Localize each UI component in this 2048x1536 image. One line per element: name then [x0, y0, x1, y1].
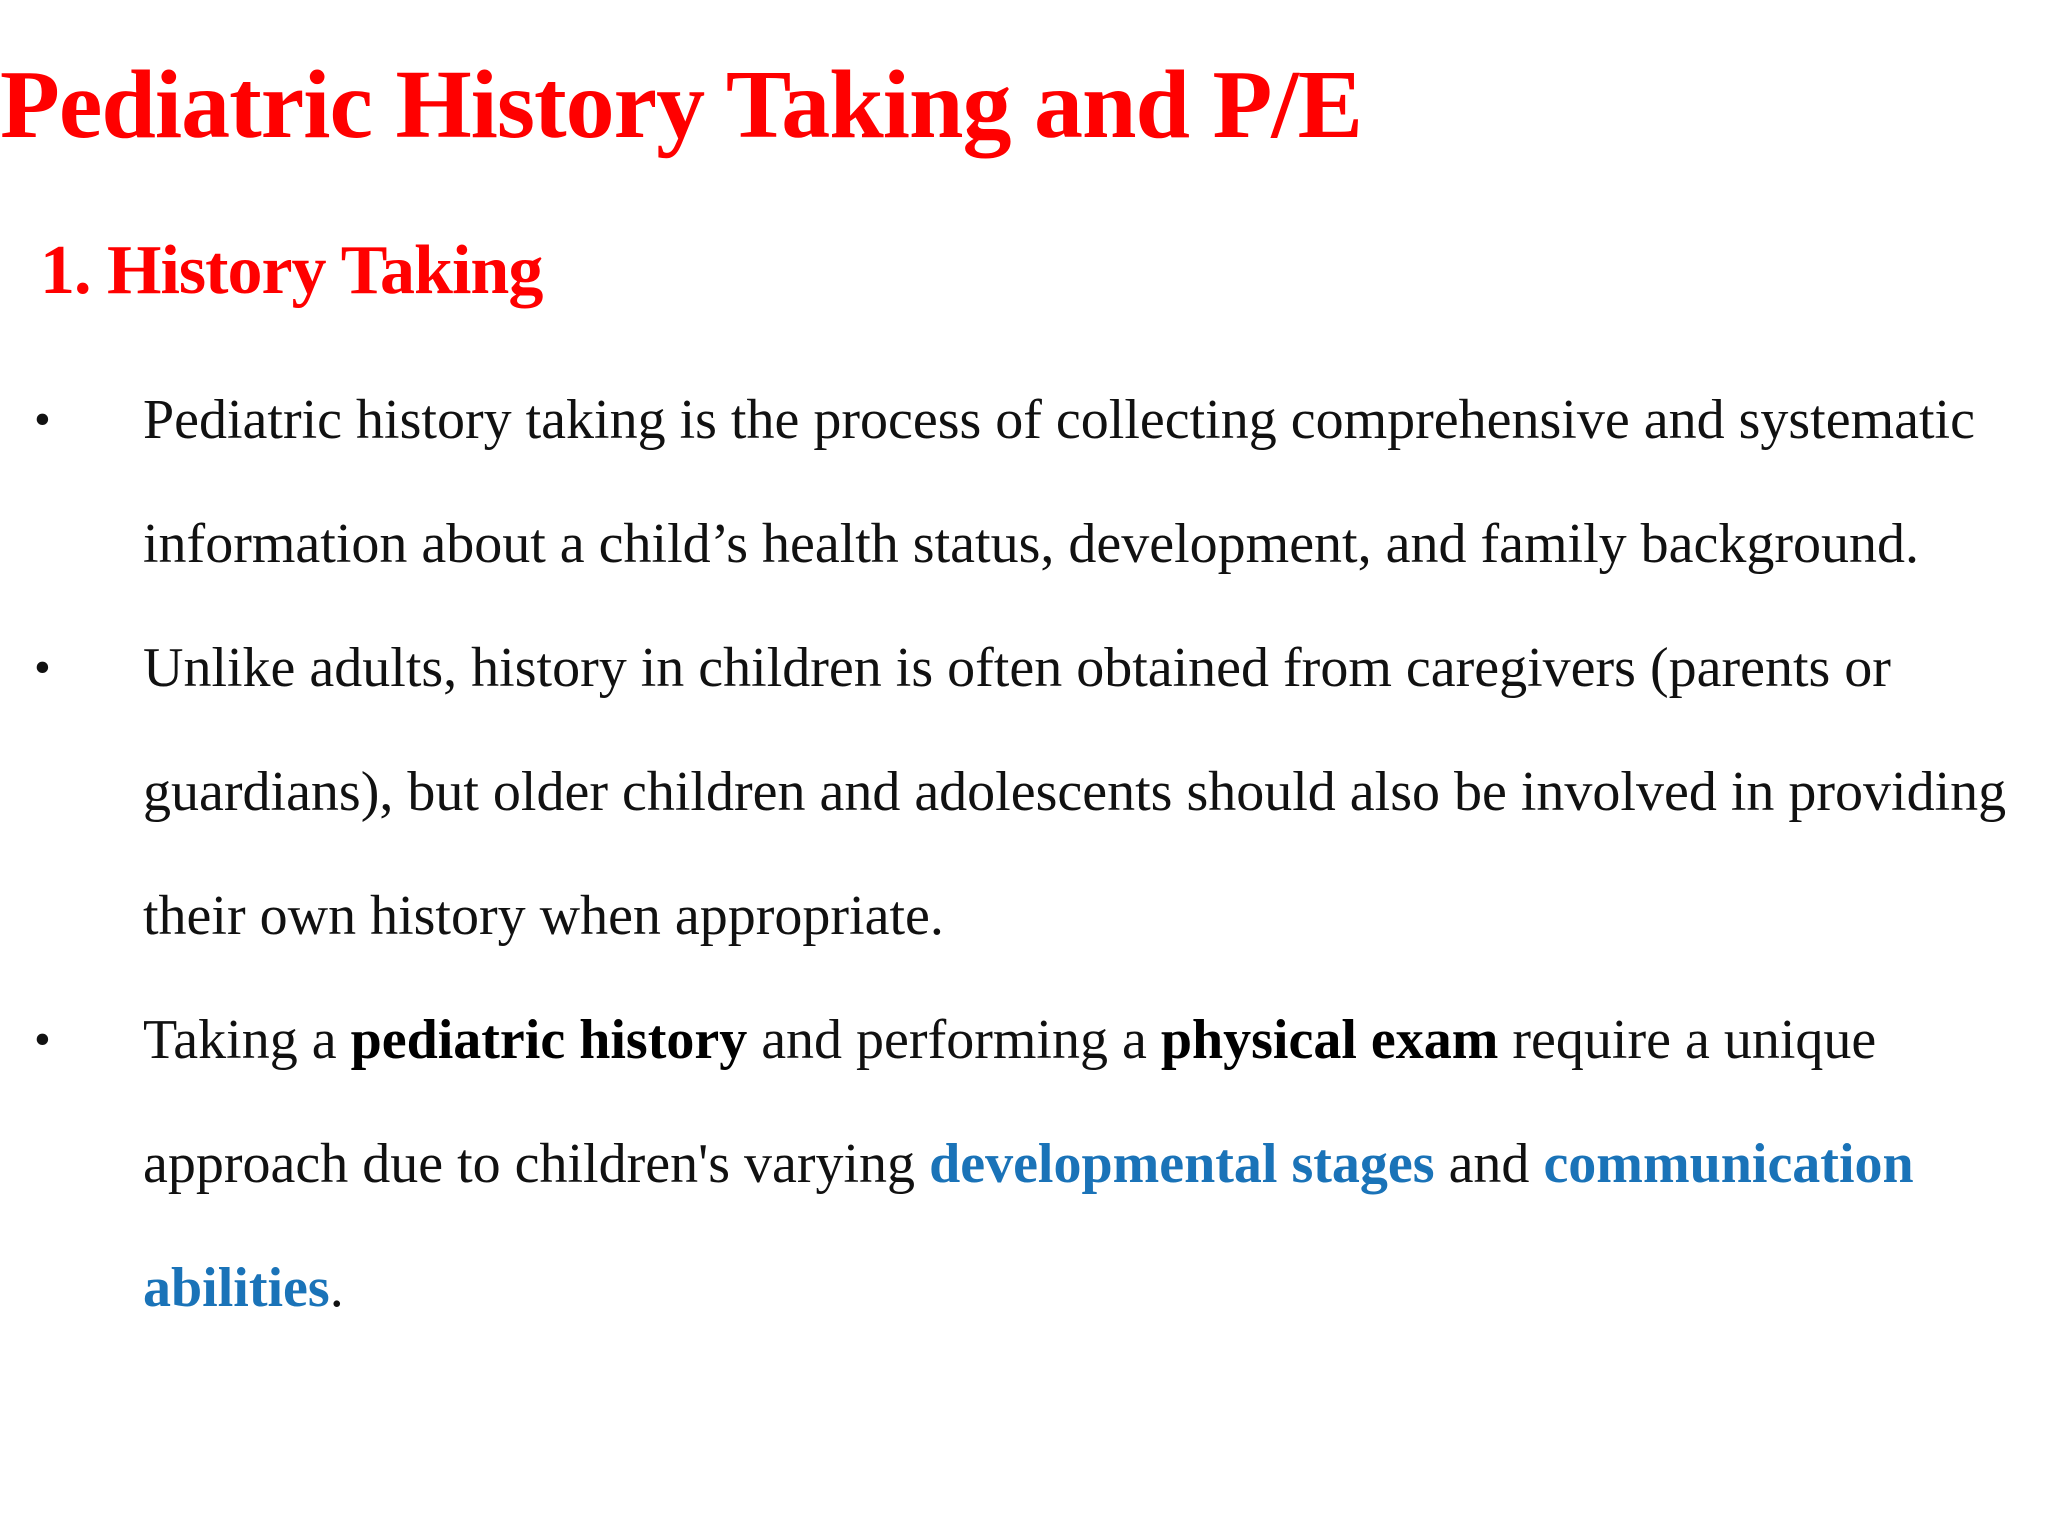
- bullet-item-2: [0, 606, 2048, 978]
- highlight-communication-abilities: communication abilities: [143, 1133, 1914, 1319]
- bullet-text-part: require a unique approach due to children's varying: [143, 1009, 1877, 1195]
- bullet-marker: •: [34, 1013, 51, 1066]
- highlight-developmental-stages: developmental stages: [929, 1133, 1435, 1195]
- bullet-marker: •: [34, 641, 51, 694]
- slide-title: Pediatric History Taking and P/E: [0, 51, 1362, 159]
- section-heading: 1. History Taking: [40, 232, 543, 309]
- bullet-text-part: Taking a: [143, 1009, 351, 1071]
- bullet-text-part: and: [1434, 1133, 1544, 1195]
- bullet-marker: •: [34, 393, 51, 446]
- bullet-item-1: [0, 358, 2048, 606]
- bullet-text-part: and performing a: [747, 1009, 1161, 1071]
- bullet-text: Pediatric history taking is the process of collecting comprehensive and systematic information about a child’s health status, development, and family background.: [143, 389, 1975, 575]
- bold-term-pediatric-history: pediatric history: [350, 1009, 748, 1071]
- bullet-item-3: [0, 978, 2048, 1350]
- bullet-list: [0, 358, 2048, 1350]
- bold-term-physical-exam: physical exam: [1160, 1009, 1499, 1071]
- bullet-text: Unlike adults, history in children is often obtained from caregivers (parents or guardians), but older children and adolescents should also be involved in providing their own history when appropriate.: [143, 637, 2007, 947]
- bullet-text-part: .: [329, 1257, 344, 1319]
